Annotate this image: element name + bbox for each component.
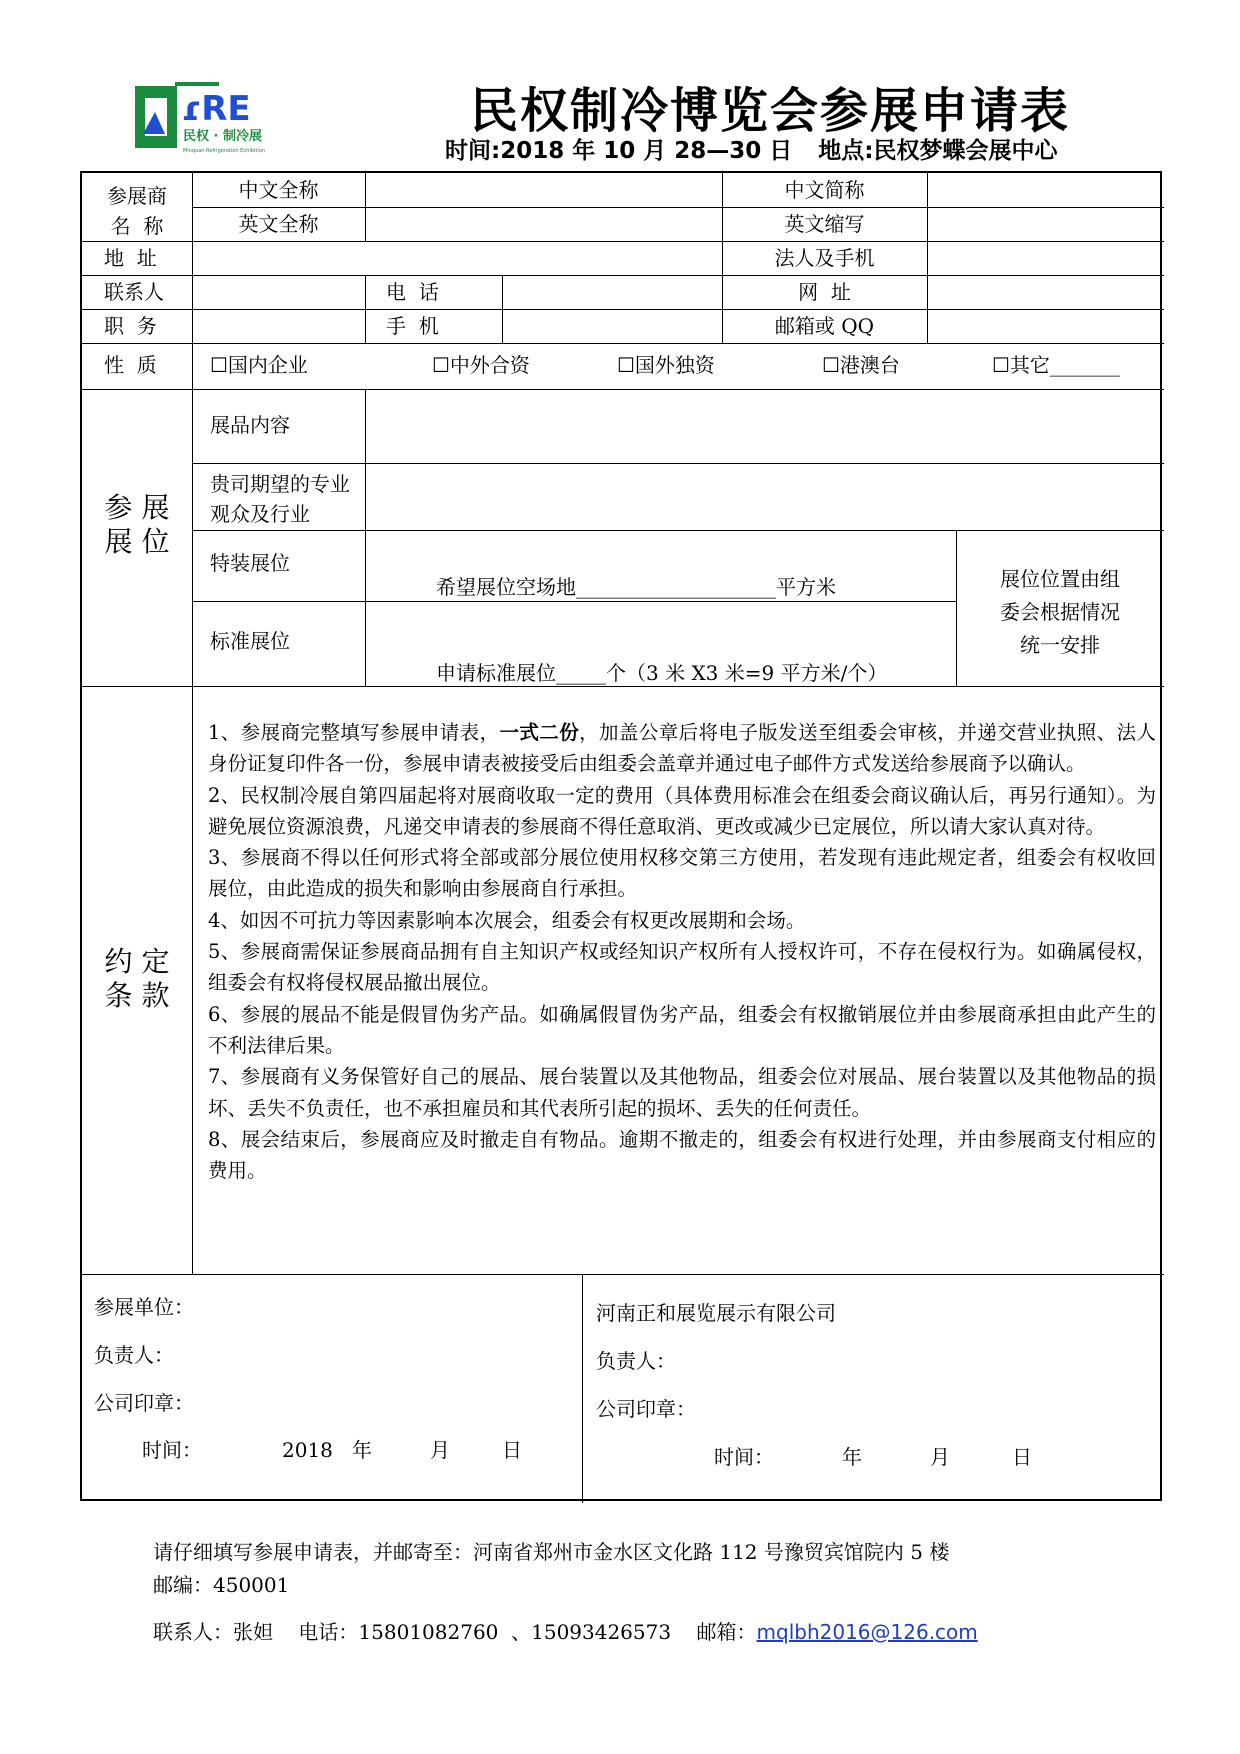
right-month-char: 月 xyxy=(930,1445,950,1469)
nature-option-hk-macau-taiwan[interactable]: ☐港澳台 xyxy=(822,353,900,377)
position-label: 职 务 xyxy=(104,314,157,338)
footer-contact xyxy=(153,1616,978,1645)
event-info xyxy=(445,132,1083,165)
logo xyxy=(135,76,305,156)
special-booth-label: 特装展位 xyxy=(210,551,290,575)
standard-booth-count[interactable]: 申请标准展位_____个（3 米 X3 米=9 平方米/个） xyxy=(436,661,888,685)
clause-5: 5、参展商需保证参展商品拥有自主知识产权或经知识产权所有人授权许可，不存在侵权行为。如确属侵权，组委会有权将侵权展品撤出展位。 xyxy=(208,940,1156,995)
website-label: 网 址 xyxy=(798,280,851,304)
left-month-char: 月 xyxy=(430,1438,450,1462)
left-person-label: 负责人： xyxy=(94,1343,174,1367)
organizer-company-name: 河南正和展览展示有限公司 xyxy=(596,1301,836,1325)
clause-3: 3、参展商不得以任何形式将全部或部分展位使用权移交第三方使用，若发现有违此规定者，组委会有权收回展位，由此造成的损失和影响由参展商自行承担。 xyxy=(208,846,1156,901)
nature-label: 性 质 xyxy=(104,353,157,377)
nature-option-other[interactable]: ☐其它_______ xyxy=(992,353,1120,377)
booth-section-label: 参 展 展 位 xyxy=(104,491,170,558)
clause-4: 4、如因不可抗力等因素影响本次展会，组委会有权更改展期和会场。 xyxy=(208,908,806,932)
right-person-label: 负责人： xyxy=(596,1349,676,1373)
left-time-label: 时间： xyxy=(142,1438,202,1462)
clause-6: 6、参展的展品不能是假冒伪劣产品。如确属假冒伪劣产品，组委会有权撤销展位并由参展商承担由此产生的不利法律后果。 xyxy=(208,1002,1156,1057)
nature-option-domestic[interactable]: ☐国内企业 xyxy=(210,353,308,377)
exhibitor-name-label: 参展商 名 称 xyxy=(107,184,167,238)
en-short-name-label: 英文缩写 xyxy=(784,212,865,236)
nature-option-joint-venture[interactable]: ☐中外合资 xyxy=(432,353,530,377)
email-link[interactable]: mqlbh2016@126.com xyxy=(756,1620,978,1644)
legal-person-label: 法人及手机 xyxy=(774,246,875,270)
left-unit-label: 参展单位： xyxy=(94,1295,194,1319)
en-full-name-label: 英文全称 xyxy=(238,212,319,236)
terms-section-label: 约 定 条 款 xyxy=(104,945,170,1012)
right-day-char: 日 xyxy=(1012,1445,1032,1469)
event-time: 时间:2018 年 10 月 28—30 日 xyxy=(445,138,793,164)
clause-1: 1、参展商完整填写参展申请表，一式二份，加盖公章后将电子版发送至组委会审核，并递交营业执照、法人身份证复印件各一份，参展申请表被接受后由组委会盖章并通过电子邮件方式发送给参展商予以确认。 xyxy=(208,721,1156,776)
left-day-char: 日 xyxy=(502,1438,522,1462)
cn-short-name-label: 中文简称 xyxy=(784,178,865,202)
terms-clauses xyxy=(208,717,1156,1186)
email-qq-label: 邮箱或 QQ xyxy=(774,314,875,338)
left-year-value: 2018 xyxy=(282,1438,333,1462)
logo-text-cn: 民权 · 制冷展 xyxy=(183,129,262,144)
audience-label: 贵司期望的专业 观众及行业 xyxy=(210,472,350,526)
left-year-char: 年 xyxy=(352,1438,372,1462)
clause-2: 2、民权制冷展自第四届起将对展商收取一定的费用（具体费用标准会在组委会商议确认后，再另行通知）。为避免展位资源浪费，凡递交申请表的参展商不得任意取消、更改或减少已定展位，所以请大家认真对待。 xyxy=(208,783,1156,838)
mailing-instruction: 请仔细填写参展申请表，并邮寄至：河南省郑州市金水区文化路 112 号豫贸宾馆院内 5 楼 xyxy=(153,1540,950,1564)
event-place: 地点:民权梦蝶会展中心 xyxy=(818,138,1058,164)
left-seal-label: 公司印章： xyxy=(94,1391,194,1415)
right-year-char: 年 xyxy=(842,1445,862,1469)
standard-booth-label: 标准展位 xyxy=(210,629,290,653)
page-title: 民权制冷博览会参展申请表 xyxy=(470,83,1071,139)
cn-full-name-label: 中文全称 xyxy=(238,178,319,202)
phone-label: 电 话 xyxy=(386,280,439,304)
right-time-label: 时间： xyxy=(714,1445,774,1469)
logo-text-en: Minquan Refrigeration Exhibition xyxy=(183,148,265,154)
postal-code: 邮编：450001 xyxy=(153,1573,290,1597)
products-label: 展品内容 xyxy=(210,413,290,437)
clause-7: 7、参展商有义务保管好自己的展品、展台装置以及其他物品，组委会位对展品、展台装置以及其他物品的损坏、丢失不负责任，也不承担雇员和其代表所引起的损坏、丢失的任何责任。 xyxy=(208,1065,1156,1120)
mobile-label: 手 机 xyxy=(386,314,439,338)
contact-label: 联系人 xyxy=(104,280,164,304)
special-booth-area[interactable]: 希望展位空场地____________________平方米 xyxy=(436,575,836,599)
nature-option-foreign[interactable]: ☐国外独资 xyxy=(617,353,715,377)
logo-text: ɾRE xyxy=(181,89,251,129)
footer-contact-text: 联系人：张妲 电话：15801082760 、15093426573 邮箱： xyxy=(153,1620,757,1644)
logo-mark-icon xyxy=(135,76,305,156)
clause-8: 8、展会结束后，参展商应及时撤走自有物品。逾期不撤走的，组委会有权进行处理，并由参展商支付相应的费用。 xyxy=(208,1127,1156,1183)
booth-arrangement-note: 展位位置由组 委会根据情况 统一安排 xyxy=(1000,567,1120,657)
right-seal-label: 公司印章： xyxy=(596,1397,696,1421)
address-label: 地 址 xyxy=(104,246,157,270)
